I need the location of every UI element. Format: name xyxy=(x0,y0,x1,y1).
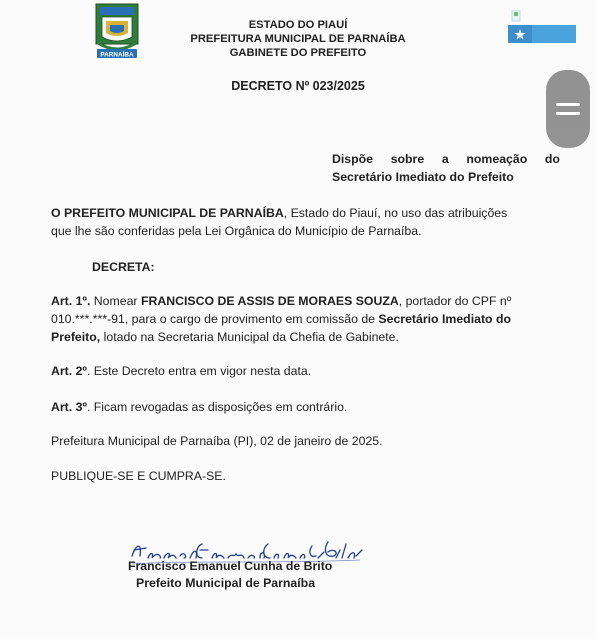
article-3 xyxy=(51,398,561,416)
header-state: ESTADO DO PIAUÍ xyxy=(248,19,348,31)
art3-text: . Ficam revogadas as disposições em contrário. xyxy=(86,400,348,414)
coat-of-arms-icon xyxy=(94,3,140,61)
place-date: Prefeitura Municipal de Parnaíba (PI), 02 de janeiro de 2025. xyxy=(51,434,383,448)
art1-line2: 010.***.***-91, para o cargo de provimento em comissão de xyxy=(51,312,379,326)
art1-dot: . xyxy=(86,294,91,308)
ementa-word: nomeação xyxy=(466,152,528,166)
header-gabinete: GABINETE DO PREFEITO xyxy=(229,47,367,59)
decree-title: DECRETO Nº 023/2025 xyxy=(231,79,365,93)
art2-label: Art. 2º xyxy=(51,364,87,378)
ementa-line-2: Secretário Imediato do Prefeito xyxy=(332,170,514,184)
preamble xyxy=(51,204,561,240)
preamble-rest: , Estado do Piauí, no uso das atribuições xyxy=(283,206,508,220)
article-1 xyxy=(51,292,561,346)
header-prefeitura: PREFEITURA MUNICIPAL DE PARNAÍBA xyxy=(190,33,406,45)
ementa-line-1 xyxy=(332,150,560,168)
signer-role: Prefeito Municipal de Parnaíba xyxy=(136,576,316,590)
preamble-bold: O PREFEITO MUNICIPAL DE PARNAÍBA xyxy=(51,206,284,220)
ementa-word: a xyxy=(441,152,449,166)
art3-label: Art. 3º xyxy=(51,400,87,414)
appointee-name: FRANCISCO DE ASSIS DE MORAES SOUZA xyxy=(140,294,399,308)
ementa-word: do xyxy=(544,152,560,166)
art1-line3: lotado na Secretaria Municipal da Chefia de Gabinete. xyxy=(100,330,399,344)
preamble-line-2: que lhe são conferidas pela Lei Orgânica do Município de Parnaíba. xyxy=(51,224,422,238)
piaui-flag-icon xyxy=(508,10,576,44)
art1-label: Art. 1º xyxy=(51,294,87,308)
decreta-heading: DECRETA: xyxy=(92,260,155,274)
publish-order: PUBLIQUE-SE E CUMPRA-SE. xyxy=(51,469,226,483)
art1-role-a: Secretário Imediato do xyxy=(378,312,511,326)
art2-text: . Este Decreto entra em vigor nesta data. xyxy=(86,364,312,378)
art1-role-b: Prefeito, xyxy=(51,330,101,344)
article-2 xyxy=(51,362,561,380)
ementa-word: sobre xyxy=(390,152,425,166)
ementa-word: Dispõe xyxy=(332,152,373,166)
signer-name: Francisco Emanuel Cunha de Brito xyxy=(128,559,333,573)
menu-button[interactable] xyxy=(546,70,590,148)
art1-text-b: , portador do CPF nº xyxy=(398,294,512,308)
art1-text-a: Nomear xyxy=(90,294,141,308)
ementa xyxy=(332,150,560,186)
crest-banner-text: PARNAÍBA xyxy=(100,51,134,59)
